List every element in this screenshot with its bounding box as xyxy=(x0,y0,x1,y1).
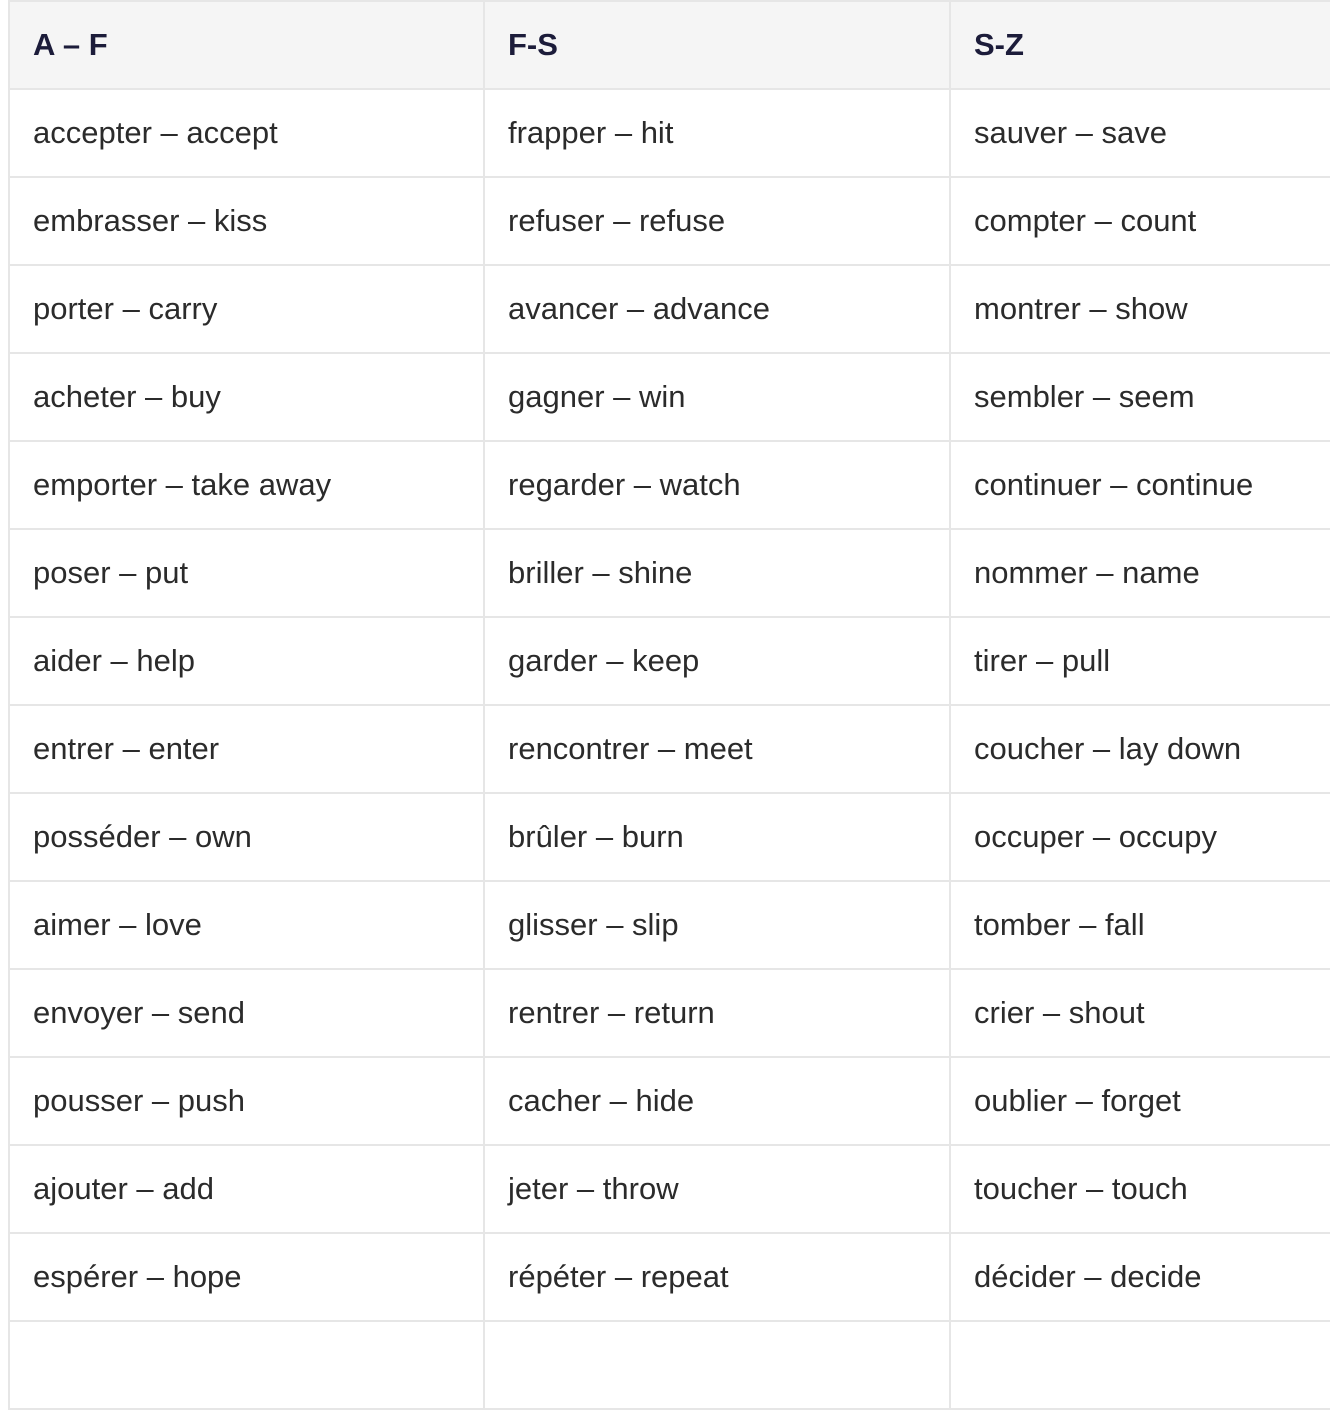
table-row xyxy=(9,969,1330,1057)
table-row xyxy=(9,1321,1330,1409)
table-row xyxy=(9,617,1330,705)
table-cell: refuser – refuse xyxy=(484,177,950,265)
table-row xyxy=(9,1233,1330,1321)
table-cell: coucher – lay down xyxy=(950,705,1330,793)
table-cell: pousser – push xyxy=(9,1057,484,1145)
table-header xyxy=(9,1,1330,89)
table-cell: tirer – pull xyxy=(950,617,1330,705)
table-cell: sauver – save xyxy=(950,89,1330,177)
table-cell: briller – shine xyxy=(484,529,950,617)
table-row xyxy=(9,1057,1330,1145)
table-cell: frapper – hit xyxy=(484,89,950,177)
table-cell: montrer – show xyxy=(950,265,1330,353)
table-cell: acheter – buy xyxy=(9,353,484,441)
table-cell: tomber – fall xyxy=(950,881,1330,969)
column-header-a-f: A – F xyxy=(9,1,484,89)
table-cell: crier – shout xyxy=(950,969,1330,1057)
table-body xyxy=(9,89,1330,1409)
table-row xyxy=(9,353,1330,441)
table-cell: porter – carry xyxy=(9,265,484,353)
table-cell: aider – help xyxy=(9,617,484,705)
table-row xyxy=(9,705,1330,793)
table-cell: embrasser – kiss xyxy=(9,177,484,265)
table-row xyxy=(9,265,1330,353)
table-cell: entrer – enter xyxy=(9,705,484,793)
column-header-s-z: S-Z xyxy=(950,1,1330,89)
table-row xyxy=(9,793,1330,881)
table-cell: gagner – win xyxy=(484,353,950,441)
table-cell: brûler – burn xyxy=(484,793,950,881)
table-cell: cacher – hide xyxy=(484,1057,950,1145)
table-cell: continuer – continue xyxy=(950,441,1330,529)
table-cell xyxy=(484,1321,950,1409)
table-cell xyxy=(950,1321,1330,1409)
table-cell: occuper – occupy xyxy=(950,793,1330,881)
table-cell: décider – decide xyxy=(950,1233,1330,1321)
table-cell: emporter – take away xyxy=(9,441,484,529)
table-cell: jeter – throw xyxy=(484,1145,950,1233)
table-cell: rencontrer – meet xyxy=(484,705,950,793)
table-cell: nommer – name xyxy=(950,529,1330,617)
table-cell: sembler – seem xyxy=(950,353,1330,441)
table-cell: compter – count xyxy=(950,177,1330,265)
table-cell: avancer – advance xyxy=(484,265,950,353)
vocabulary-table xyxy=(8,0,1330,1410)
column-header-f-s: F-S xyxy=(484,1,950,89)
table-cell: accepter – accept xyxy=(9,89,484,177)
table-cell: poser – put xyxy=(9,529,484,617)
table-row xyxy=(9,177,1330,265)
table-cell: envoyer – send xyxy=(9,969,484,1057)
vocabulary-table-container xyxy=(8,0,1330,1410)
table-cell xyxy=(9,1321,484,1409)
table-cell: posséder – own xyxy=(9,793,484,881)
table-cell: oublier – forget xyxy=(950,1057,1330,1145)
table-cell: espérer – hope xyxy=(9,1233,484,1321)
table-cell: ajouter – add xyxy=(9,1145,484,1233)
table-cell: répéter – repeat xyxy=(484,1233,950,1321)
table-row xyxy=(9,441,1330,529)
table-cell: rentrer – return xyxy=(484,969,950,1057)
table-cell: garder – keep xyxy=(484,617,950,705)
header-row xyxy=(9,1,1330,89)
table-row xyxy=(9,1145,1330,1233)
table-cell: aimer – love xyxy=(9,881,484,969)
table-cell: glisser – slip xyxy=(484,881,950,969)
table-cell: regarder – watch xyxy=(484,441,950,529)
table-row xyxy=(9,89,1330,177)
table-row xyxy=(9,881,1330,969)
table-cell: toucher – touch xyxy=(950,1145,1330,1233)
table-row xyxy=(9,529,1330,617)
